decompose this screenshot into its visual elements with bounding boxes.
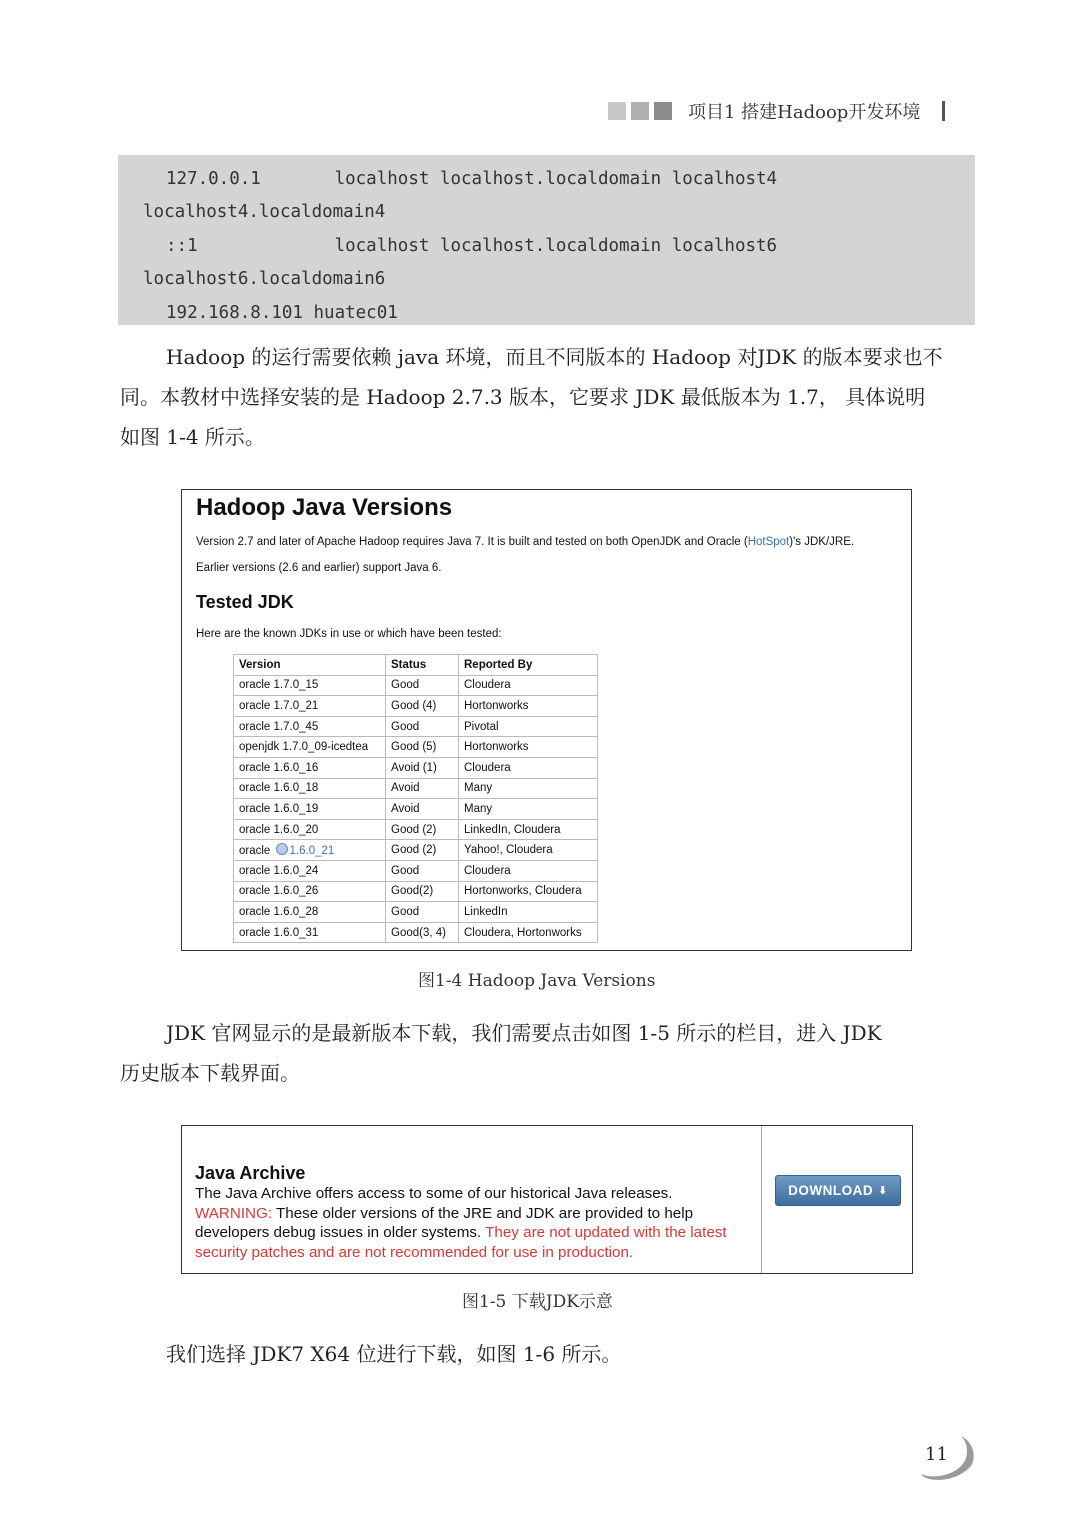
reported-by-cell: Cloudera, Hortonworks	[459, 922, 598, 943]
paragraph-line: 同。本教材中选择安装的是 Hadoop 2.7.3 版本，它要求 JDK 最低版本为 1.7， 具体说明	[120, 385, 926, 409]
table-row	[234, 737, 598, 758]
download-arrow-icon: ⬇	[878, 1185, 888, 1197]
reported-by-cell: Cloudera	[459, 860, 598, 881]
figure-title: Hadoop Java Versions	[196, 494, 453, 521]
code-line: 192.168.8.101 huatec01	[166, 302, 398, 323]
version-cell: oracle 1.6.0_20	[234, 819, 386, 840]
archive-warning: WARNING: These older versions of the JRE and JDK are provided to help developers debug issues in older systems. They are not updated with the latest security patches and are not recommended for use in production.	[195, 1204, 727, 1261]
column-header: Version	[234, 655, 386, 676]
table-header-row	[234, 655, 598, 676]
page-number	[915, 1430, 977, 1484]
status-cell: Good(3, 4)	[386, 922, 459, 943]
status-cell: Good	[386, 860, 459, 881]
running-header	[608, 96, 988, 126]
warning-label: WARNING:	[195, 1204, 273, 1222]
header-title: 项目1 搭建Hadoop开发环境	[688, 102, 921, 123]
table-row	[234, 757, 598, 778]
figure-hadoop-java-versions	[181, 489, 912, 951]
paragraph-jdk-download	[120, 1013, 976, 1093]
reported-by-cell: Hortonworks	[459, 737, 598, 758]
code-line: localhost4.localdomain4	[143, 202, 386, 223]
column-header: Status	[386, 655, 459, 676]
table-row	[234, 840, 598, 861]
reported-by-cell: Pivotal	[459, 716, 598, 737]
reported-by-cell: Hortonworks	[459, 696, 598, 717]
reported-by-cell: Cloudera	[459, 675, 598, 696]
table-row	[234, 778, 598, 799]
version-cell: oracle 1.6.0_28	[234, 902, 386, 923]
code-line: 127.0.0.1 localhost localhost.localdomain localhost4	[166, 169, 778, 189]
paragraph-line: 我们选择 JDK7 X64 位进行下载，如图 1-6 所示。	[166, 1342, 622, 1366]
header-bar	[942, 101, 945, 121]
status-cell: Good (2)	[386, 840, 459, 861]
table-row	[234, 881, 598, 902]
version-cell: oracle 1.6.0_16	[234, 757, 386, 778]
reported-by-cell: Many	[459, 778, 598, 799]
archive-line: The Java Archive offers access to some of our historical Java releases.	[195, 1185, 673, 1202]
version-cell: oracle 1.6.0_19	[234, 799, 386, 820]
version-cell: oracle 1.6.0_21	[234, 840, 386, 861]
status-cell: Good	[386, 675, 459, 696]
status-cell: Good(2)	[386, 881, 459, 902]
info-globe-icon	[276, 843, 288, 855]
version-cell: oracle 1.6.0_26	[234, 881, 386, 902]
table-row	[234, 819, 598, 840]
figure-caption: 图1-4 Hadoop Java Versions	[418, 971, 656, 991]
paragraph-hadoop-java	[120, 337, 976, 457]
status-cell: Good	[386, 902, 459, 923]
paragraph-line: JDK 官网显示的是最新版本下载，我们需要点击如图 1-5 所示的栏目，进入 JDK	[166, 1021, 882, 1045]
reported-by-cell: LinkedIn, Cloudera	[459, 819, 598, 840]
header-square-icon	[608, 102, 626, 120]
table-row	[234, 716, 598, 737]
table-row	[234, 902, 598, 923]
status-cell: Good (2)	[386, 819, 459, 840]
status-cell: Avoid	[386, 799, 459, 820]
table-row	[234, 922, 598, 943]
version-cell: oracle 1.6.0_31	[234, 922, 386, 943]
jdk-version-link[interactable]: 1.6.0_21	[289, 845, 335, 858]
archive-text	[195, 1162, 755, 1262]
header-square-icon	[631, 102, 649, 120]
figure-java-archive	[181, 1125, 913, 1274]
hotspot-link[interactable]: HotSpot	[747, 536, 790, 548]
version-cell: oracle 1.6.0_24	[234, 860, 386, 881]
tested-jdk-table	[233, 654, 598, 943]
status-cell: Avoid	[386, 778, 459, 799]
status-cell: Good (4)	[386, 696, 459, 717]
figure-intro: Version 2.7 and later of Apache Hadoop requires Java 7. It is built and tested on both OpenJDK and Oracle (HotSpot)'s JDK/JRE.	[196, 536, 855, 548]
table-intro: Here are the known JDKs in use or which have been tested:	[196, 628, 502, 640]
figure-caption: 图1-5 下载JDK示意	[462, 1292, 613, 1312]
column-header: Reported By	[459, 655, 598, 676]
version-cell: oracle 1.7.0_21	[234, 696, 386, 717]
reported-by-cell: LinkedIn	[459, 902, 598, 923]
code-line: ::1 localhost localhost.localdomain localhost6	[166, 235, 778, 256]
warning-red-text: They are not updated with the latest security patches and are not recommended for use in production.	[195, 1224, 727, 1261]
reported-by-cell: Many	[459, 799, 598, 820]
figure-intro-2: Earlier versions (2.6 and earlier) support Java 6.	[196, 562, 442, 574]
reported-by-cell: Yahoo!, Cloudera	[459, 840, 598, 861]
figure-subtitle: Tested JDK	[196, 592, 294, 612]
code-line: localhost6.localdomain6	[143, 269, 386, 290]
header-square-icon	[654, 102, 672, 120]
status-cell: Avoid (1)	[386, 757, 459, 778]
paragraph-line: 如图 1-4 所示。	[120, 425, 265, 449]
version-cell: oracle 1.7.0_45	[234, 716, 386, 737]
table-row	[234, 799, 598, 820]
paragraph-jdk7-select	[120, 1334, 976, 1374]
archive-title: Java Archive	[195, 1163, 306, 1183]
status-cell: Good (5)	[386, 737, 459, 758]
paragraph-line: Hadoop 的运行需要依赖 java 环境，而且不同版本的 Hadoop 对JDK 的版本要求也不	[166, 345, 943, 369]
version-cell: openjdk 1.7.0_09-icedtea	[234, 737, 386, 758]
page-number-text: 11	[925, 1444, 948, 1465]
table-row	[234, 675, 598, 696]
status-cell: Good	[386, 716, 459, 737]
table-row	[234, 696, 598, 717]
download-button[interactable]: DOWNLOAD ⬇	[775, 1175, 901, 1206]
reported-by-cell: Hortonworks, Cloudera	[459, 881, 598, 902]
version-cell: oracle 1.7.0_15	[234, 675, 386, 696]
hosts-code-block	[118, 155, 975, 325]
paragraph-line: 历史版本下载界面。	[120, 1061, 300, 1085]
version-cell: oracle 1.6.0_18	[234, 778, 386, 799]
archive-divider	[761, 1126, 762, 1273]
table-row	[234, 860, 598, 881]
reported-by-cell: Cloudera	[459, 757, 598, 778]
